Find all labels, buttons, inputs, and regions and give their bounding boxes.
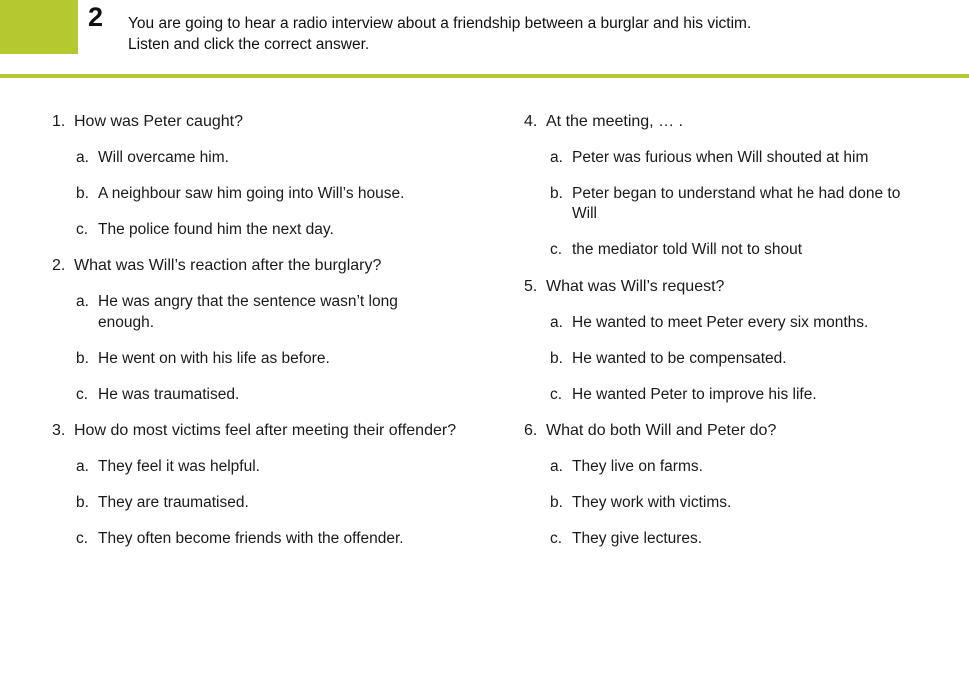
option-text: They live on farms. bbox=[572, 457, 703, 475]
question-2-prompt bbox=[52, 256, 520, 276]
question-3 bbox=[52, 421, 520, 549]
question-6-option-b[interactable] bbox=[524, 493, 969, 513]
question-3-number: 3. bbox=[52, 421, 66, 439]
option-text: He wanted to be compensated. bbox=[572, 349, 787, 367]
option-text: They often become friends with the offender. bbox=[98, 530, 404, 548]
questions-column-left bbox=[0, 112, 520, 565]
question-3-option-a[interactable] bbox=[52, 457, 520, 477]
question-3-text: How do most victims feel after meeting their offender? bbox=[74, 421, 457, 439]
question-1-option-b[interactable] bbox=[52, 184, 520, 204]
question-4-option-c[interactable] bbox=[524, 240, 969, 260]
option-letter: b. bbox=[550, 185, 563, 203]
option-letter: a. bbox=[76, 149, 89, 166]
question-5-prompt bbox=[524, 277, 969, 297]
question-2 bbox=[52, 256, 520, 405]
option-letter: c. bbox=[76, 530, 89, 548]
instruction-line-1: You are going to hear a radio interview about a friendship between a burglar and his victim. bbox=[128, 15, 752, 32]
option-text: He went on with his life as before. bbox=[98, 349, 330, 367]
option-letter: a. bbox=[550, 457, 563, 475]
option-text: The police found him the next day. bbox=[98, 221, 334, 239]
option-text: They work with victims. bbox=[572, 494, 732, 512]
question-5-option-a[interactable] bbox=[524, 313, 969, 333]
question-5-number: 5. bbox=[524, 277, 538, 295]
question-2-option-a[interactable] bbox=[52, 292, 520, 332]
option-letter: c. bbox=[550, 530, 563, 548]
question-4-options bbox=[524, 148, 969, 261]
exercise-header bbox=[0, 0, 969, 78]
option-text: He wanted Peter to improve his life. bbox=[572, 385, 817, 403]
question-3-option-c[interactable] bbox=[52, 529, 520, 549]
question-3-options bbox=[52, 457, 520, 549]
exercise-number: 2 bbox=[88, 2, 104, 32]
option-text: the mediator told Will not to shout bbox=[572, 241, 803, 259]
question-6-option-a[interactable] bbox=[524, 457, 969, 477]
question-6-number: 6. bbox=[524, 421, 538, 439]
option-letter: a. bbox=[550, 149, 563, 166]
option-letter: c. bbox=[76, 221, 89, 239]
option-letter: a. bbox=[76, 457, 89, 475]
question-1-number: 1. bbox=[52, 113, 66, 130]
question-2-number: 2. bbox=[52, 257, 66, 275]
question-5-text: What was Will’s request? bbox=[546, 277, 725, 295]
question-5-option-c[interactable] bbox=[524, 385, 969, 405]
option-text: They give lectures. bbox=[572, 530, 703, 548]
option-letter: b. bbox=[76, 349, 89, 367]
instruction-line-2: Listen and click the correct answer. bbox=[128, 35, 370, 53]
question-2-options bbox=[52, 292, 520, 405]
question-3-prompt bbox=[52, 421, 520, 441]
header-divider bbox=[0, 74, 969, 78]
option-letter: b. bbox=[76, 494, 89, 512]
question-6-option-c[interactable] bbox=[524, 529, 969, 549]
option-text: He wanted to meet Peter every six months. bbox=[572, 313, 869, 331]
question-6-options bbox=[524, 457, 969, 549]
question-1-options bbox=[52, 148, 520, 240]
question-1 bbox=[52, 112, 520, 240]
question-2-text: What was Will’s reaction after the burglary? bbox=[74, 257, 382, 275]
question-4-number: 4. bbox=[524, 113, 538, 130]
question-4-option-a[interactable] bbox=[524, 148, 969, 168]
option-text: He was traumatised. bbox=[98, 385, 240, 403]
option-text: A neighbour saw him going into Will’s house. bbox=[98, 185, 405, 203]
option-letter: c. bbox=[550, 385, 563, 403]
question-4-prompt bbox=[524, 112, 969, 132]
question-6 bbox=[524, 421, 969, 549]
option-text: Peter began to understand what he had done to Will bbox=[572, 185, 901, 223]
question-4-option-b[interactable] bbox=[524, 184, 969, 224]
question-1-prompt bbox=[52, 112, 520, 132]
question-5-options bbox=[524, 313, 969, 405]
option-letter: a. bbox=[76, 293, 89, 311]
option-letter: b. bbox=[550, 349, 563, 367]
question-1-option-c[interactable] bbox=[52, 220, 520, 240]
option-letter: c. bbox=[550, 241, 563, 259]
questions-column-right bbox=[520, 112, 969, 565]
exercise-instructions bbox=[128, 14, 918, 56]
option-text: They feel it was helpful. bbox=[98, 457, 260, 475]
option-text: Will overcame him. bbox=[98, 149, 229, 166]
question-3-option-b[interactable] bbox=[52, 493, 520, 513]
question-4-text: At the meeting, … . bbox=[546, 113, 683, 130]
question-4 bbox=[524, 112, 969, 261]
question-1-option-a[interactable] bbox=[52, 148, 520, 168]
option-letter: a. bbox=[550, 313, 563, 331]
option-letter: c. bbox=[76, 385, 89, 403]
header-color-block bbox=[0, 0, 78, 54]
question-2-option-c[interactable] bbox=[52, 385, 520, 405]
option-text: Peter was furious when Will shouted at him bbox=[572, 149, 869, 166]
question-1-text: How was Peter caught? bbox=[74, 113, 243, 130]
question-5 bbox=[524, 277, 969, 405]
question-5-option-b[interactable] bbox=[524, 349, 969, 369]
option-text: They are traumatised. bbox=[98, 494, 249, 512]
question-2-option-b[interactable] bbox=[52, 349, 520, 369]
option-text: He was angry that the sentence wasn’t long enough. bbox=[98, 293, 398, 331]
questions-columns bbox=[0, 112, 969, 565]
question-6-prompt bbox=[524, 421, 969, 441]
option-letter: b. bbox=[76, 185, 89, 203]
question-6-text: What do both Will and Peter do? bbox=[546, 421, 777, 439]
option-letter: b. bbox=[550, 494, 563, 512]
